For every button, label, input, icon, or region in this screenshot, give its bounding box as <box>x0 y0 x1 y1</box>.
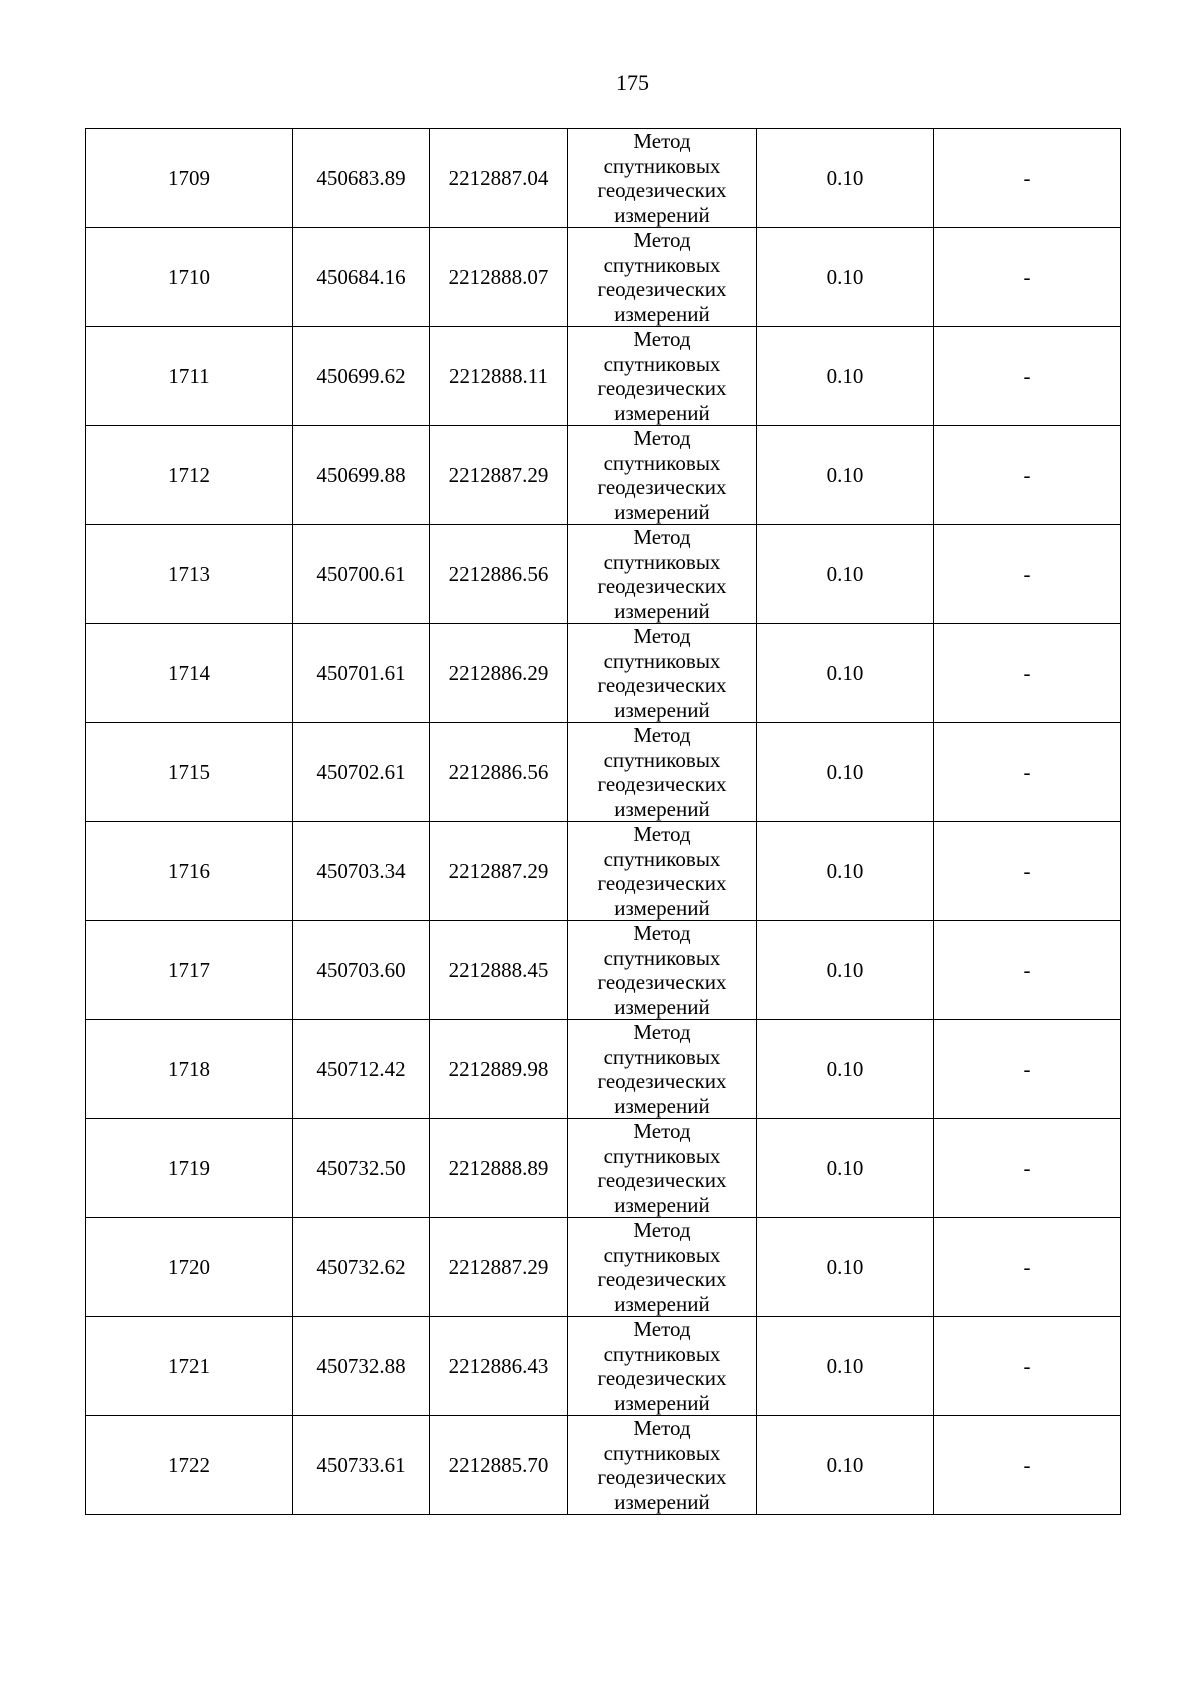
y-coordinate-cell: 2212888.45 <box>430 921 568 1020</box>
point-number-cell: 1712 <box>86 426 293 525</box>
point-number-cell: 1722 <box>86 1416 293 1515</box>
accuracy-cell: 0.10 <box>757 129 934 228</box>
method-line: измерений <box>614 400 710 425</box>
method-line: спутниковых <box>603 1044 721 1069</box>
y-coordinate-cell: 2212887.29 <box>430 426 568 525</box>
note-cell: - <box>934 228 1121 327</box>
method-line: спутниковых <box>603 1242 721 1267</box>
method-cell <box>568 228 757 327</box>
note-cell: - <box>934 426 1121 525</box>
method-line: Метод <box>633 1317 691 1341</box>
point-number-cell: 1711 <box>86 327 293 426</box>
table-row <box>86 327 1121 426</box>
method-line: Метод <box>633 1218 691 1242</box>
method-line: спутниковых <box>603 1143 721 1168</box>
point-number-cell: 1718 <box>86 1020 293 1119</box>
method-line: геодезических <box>597 1267 727 1291</box>
method-line: измерений <box>614 598 710 623</box>
method-cell <box>568 525 757 624</box>
x-coordinate-cell: 450733.61 <box>293 1416 430 1515</box>
accuracy-cell: 0.10 <box>757 921 934 1020</box>
point-number-cell: 1715 <box>86 723 293 822</box>
method-line: измерений <box>614 796 710 821</box>
method-line: геодезических <box>597 1168 727 1192</box>
method-line: Метод <box>633 723 691 747</box>
method-line: спутниковых <box>603 450 721 475</box>
method-line: спутниковых <box>603 747 721 772</box>
accuracy-cell: 0.10 <box>757 1317 934 1416</box>
method-cell <box>568 327 757 426</box>
x-coordinate-cell: 450699.62 <box>293 327 430 426</box>
method-cell <box>568 1119 757 1218</box>
method-line: измерений <box>614 697 710 722</box>
method-line: измерений <box>614 202 710 227</box>
y-coordinate-cell: 2212887.29 <box>430 822 568 921</box>
note-cell: - <box>934 525 1121 624</box>
y-coordinate-cell: 2212887.04 <box>430 129 568 228</box>
method-line: спутниковых <box>603 252 721 277</box>
x-coordinate-cell: 450684.16 <box>293 228 430 327</box>
note-cell: - <box>934 723 1121 822</box>
y-coordinate-cell: 2212886.43 <box>430 1317 568 1416</box>
method-cell <box>568 426 757 525</box>
method-line: геодезических <box>597 772 727 796</box>
point-number-cell: 1721 <box>86 1317 293 1416</box>
table-row <box>86 723 1121 822</box>
method-line: измерений <box>614 499 710 524</box>
x-coordinate-cell: 450700.61 <box>293 525 430 624</box>
note-cell: - <box>934 1119 1121 1218</box>
method-line: Метод <box>633 327 691 351</box>
method-line: измерений <box>614 301 710 326</box>
y-coordinate-cell: 2212885.70 <box>430 1416 568 1515</box>
method-cell <box>568 1218 757 1317</box>
accuracy-cell: 0.10 <box>757 822 934 921</box>
method-line: Метод <box>633 129 691 153</box>
point-number-cell: 1714 <box>86 624 293 723</box>
method-cell <box>568 129 757 228</box>
method-line: Метод <box>633 1119 691 1143</box>
accuracy-cell: 0.10 <box>757 525 934 624</box>
page-number: 175 <box>616 70 649 95</box>
method-line: спутниковых <box>603 846 721 871</box>
x-coordinate-cell: 450732.88 <box>293 1317 430 1416</box>
method-line: Метод <box>633 822 691 846</box>
note-cell: - <box>934 921 1121 1020</box>
x-coordinate-cell: 450701.61 <box>293 624 430 723</box>
method-line: Метод <box>633 921 691 945</box>
method-cell <box>568 624 757 723</box>
method-line: измерений <box>614 1093 710 1118</box>
method-line: геодезических <box>597 376 727 400</box>
method-line: Метод <box>633 624 691 648</box>
method-line: измерений <box>614 994 710 1019</box>
y-coordinate-cell: 2212888.11 <box>430 327 568 426</box>
table-row <box>86 1218 1121 1317</box>
method-line: измерений <box>614 1192 710 1217</box>
method-line: измерений <box>614 1489 710 1514</box>
point-number-cell: 1720 <box>86 1218 293 1317</box>
table-row <box>86 1119 1121 1218</box>
point-number-cell: 1719 <box>86 1119 293 1218</box>
method-line: геодезических <box>597 1465 727 1489</box>
method-line: измерений <box>614 1390 710 1415</box>
y-coordinate-cell: 2212886.56 <box>430 723 568 822</box>
table-row <box>86 525 1121 624</box>
method-line: Метод <box>633 228 691 252</box>
y-coordinate-cell: 2212888.89 <box>430 1119 568 1218</box>
accuracy-cell: 0.10 <box>757 624 934 723</box>
point-number-cell: 1716 <box>86 822 293 921</box>
accuracy-cell: 0.10 <box>757 327 934 426</box>
accuracy-cell: 0.10 <box>757 426 934 525</box>
method-line: геодезических <box>597 1069 727 1093</box>
accuracy-cell: 0.10 <box>757 723 934 822</box>
y-coordinate-cell: 2212887.29 <box>430 1218 568 1317</box>
table-row <box>86 822 1121 921</box>
accuracy-cell: 0.10 <box>757 1218 934 1317</box>
point-number-cell: 1710 <box>86 228 293 327</box>
note-cell: - <box>934 1317 1121 1416</box>
accuracy-cell: 0.10 <box>757 1119 934 1218</box>
method-cell <box>568 1020 757 1119</box>
y-coordinate-cell: 2212886.56 <box>430 525 568 624</box>
method-line: спутниковых <box>603 1341 721 1366</box>
method-line: геодезических <box>597 673 727 697</box>
method-line: геодезических <box>597 970 727 994</box>
note-cell: - <box>934 1020 1121 1119</box>
method-line: Метод <box>633 525 691 549</box>
method-line: спутниковых <box>603 648 721 673</box>
table-row <box>86 426 1121 525</box>
method-line: спутниковых <box>603 153 721 178</box>
method-line: измерений <box>614 895 710 920</box>
method-line: Метод <box>633 1416 691 1440</box>
method-cell <box>568 822 757 921</box>
x-coordinate-cell: 450732.62 <box>293 1218 430 1317</box>
x-coordinate-cell: 450712.42 <box>293 1020 430 1119</box>
note-cell: - <box>934 1416 1121 1515</box>
note-cell: - <box>934 129 1121 228</box>
note-cell: - <box>934 327 1121 426</box>
method-line: геодезических <box>597 178 727 202</box>
table-row <box>86 1416 1121 1515</box>
table-row <box>86 1317 1121 1416</box>
accuracy-cell: 0.10 <box>757 1416 934 1515</box>
accuracy-cell: 0.10 <box>757 228 934 327</box>
note-cell: - <box>934 822 1121 921</box>
method-line: геодезических <box>597 277 727 301</box>
x-coordinate-cell: 450703.34 <box>293 822 430 921</box>
table-row <box>86 228 1121 327</box>
method-cell <box>568 1317 757 1416</box>
coordinates-table <box>85 128 1121 1515</box>
table-row <box>86 1020 1121 1119</box>
note-cell: - <box>934 1218 1121 1317</box>
accuracy-cell: 0.10 <box>757 1020 934 1119</box>
x-coordinate-cell: 450703.60 <box>293 921 430 1020</box>
coordinates-table-body <box>86 129 1121 1515</box>
method-cell <box>568 1416 757 1515</box>
method-line: спутниковых <box>603 549 721 574</box>
table-row <box>86 921 1121 1020</box>
method-line: Метод <box>633 426 691 450</box>
x-coordinate-cell: 450702.61 <box>293 723 430 822</box>
y-coordinate-cell: 2212886.29 <box>430 624 568 723</box>
method-line: геодезических <box>597 1366 727 1390</box>
x-coordinate-cell: 450683.89 <box>293 129 430 228</box>
y-coordinate-cell: 2212888.07 <box>430 228 568 327</box>
method-cell <box>568 723 757 822</box>
y-coordinate-cell: 2212889.98 <box>430 1020 568 1119</box>
method-line: геодезических <box>597 871 727 895</box>
method-line: измерений <box>614 1291 710 1316</box>
table-row <box>86 624 1121 723</box>
x-coordinate-cell: 450732.50 <box>293 1119 430 1218</box>
method-line: геодезических <box>597 574 727 598</box>
method-line: спутниковых <box>603 1440 721 1465</box>
method-line: геодезических <box>597 475 727 499</box>
point-number-cell: 1717 <box>86 921 293 1020</box>
x-coordinate-cell: 450699.88 <box>293 426 430 525</box>
note-cell: - <box>934 624 1121 723</box>
method-cell <box>568 921 757 1020</box>
method-line: спутниковых <box>603 945 721 970</box>
method-line: Метод <box>633 1020 691 1044</box>
method-line: спутниковых <box>603 351 721 376</box>
point-number-cell: 1713 <box>86 525 293 624</box>
table-row <box>86 129 1121 228</box>
point-number-cell: 1709 <box>86 129 293 228</box>
